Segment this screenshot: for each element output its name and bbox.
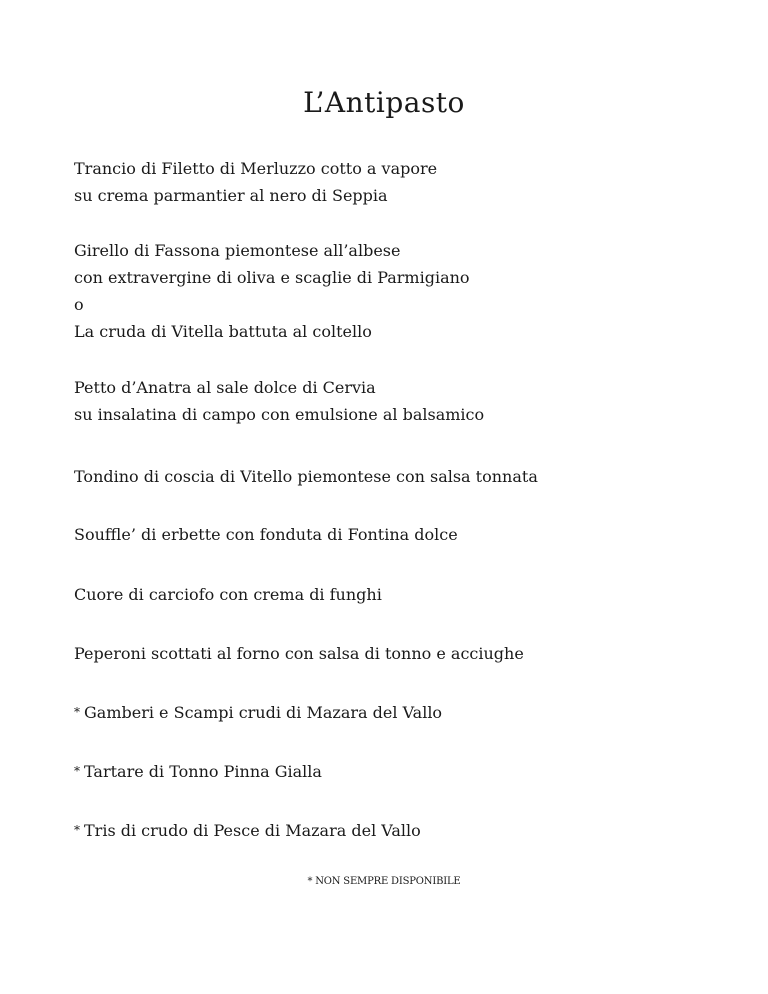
menu-item-line (74, 758, 322, 785)
availability-asterisk: * (74, 705, 80, 719)
menu-item-seasonal (74, 758, 322, 785)
page-title: L’Antipasto (303, 86, 465, 119)
menu-item-seasonal (74, 699, 442, 726)
menu-item-line: Girello di Fassona piemontese all’albese (74, 241, 401, 260)
menu-item-line: Trancio di Filetto di Merluzzo cotto a vapore (74, 159, 438, 178)
menu-item-line: Petto d’Anatra al sale dolce di Cervia (74, 378, 376, 397)
menu-item (74, 640, 524, 667)
menu-item-line: La cruda di Vitella battuta al coltello (74, 322, 372, 341)
menu-item-line (74, 817, 421, 844)
menu-item-line: Cuore di carciofo con crema di funghi (74, 585, 382, 604)
menu-item (74, 237, 470, 345)
menu-item-line (74, 699, 442, 726)
availability-asterisk: * (74, 764, 80, 778)
availability-asterisk: * (74, 823, 80, 837)
menu-item-line: Peperoni scottati al forno con salsa di tonno e acciughe (74, 644, 524, 663)
menu-item-alternative-separator: o (74, 295, 84, 314)
availability-footnote: * NON SEMPRE DISPONIBILE (307, 876, 461, 887)
menu-item-line: su crema parmantier al nero di Seppia (74, 186, 388, 205)
menu-item-line: con extravergine di oliva e scaglie di Parmigiano (74, 268, 470, 287)
menu-item-text: Gamberi e Scampi crudi di Mazara del Vallo (84, 703, 443, 722)
menu-item (74, 155, 437, 209)
menu-item (74, 463, 538, 490)
menu-item-line: Tondino di coscia di Vitello piemontese con salsa tonnata (74, 467, 538, 486)
menu-item-text: Tartare di Tonno Pinna Gialla (84, 762, 322, 781)
menu-item-text: Tris di crudo di Pesce di Mazara del Vallo (84, 821, 421, 840)
menu-item-line: Souffle’ di erbette con fonduta di Fontina dolce (74, 525, 458, 544)
menu-item (74, 521, 458, 548)
menu-item (74, 581, 382, 608)
menu-item (74, 374, 484, 428)
menu-item-seasonal (74, 817, 421, 844)
menu-item-line: su insalatina di campo con emulsione al balsamico (74, 405, 485, 424)
